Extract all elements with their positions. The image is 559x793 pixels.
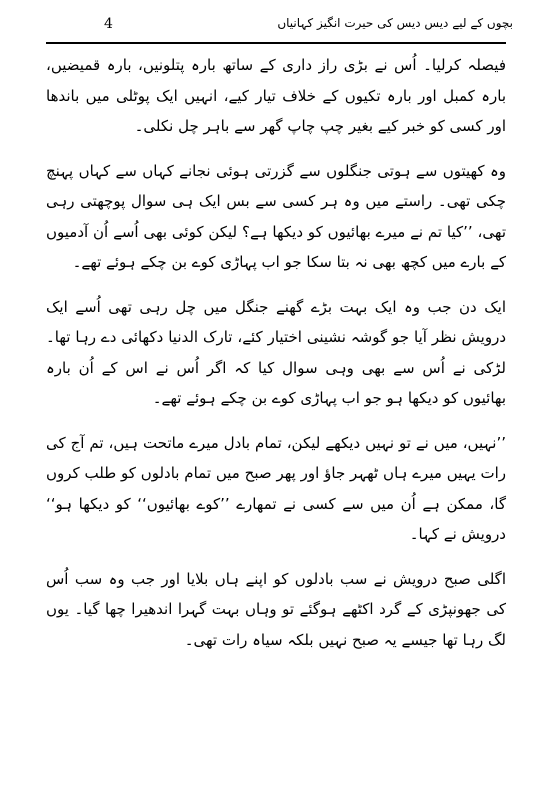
paragraph: وہ کھیتوں سے ہوتی جنگلوں سے گزرتی ہوئی نجانے کہاں سے کہاں پہنچ چکی تھی۔ راستے میں وہ ہر کسی سے بس ایک ہی سوال پوچھتی رہی تھی، ’’کیا تم نے میرے بھائیوں کو دیکھا ہے؟ لیکن کوئی بھی اُسے اُن آدمیوں کے بارے میں کچھ بھی نہ بتا سکا جو اب پہاڑی کوے بن چکے ہوئے تھے۔ [46, 161, 506, 271]
header-divider [46, 42, 506, 44]
paragraph: ’’نہیں، میں نے تو نہیں دیکھے لیکن، تمام بادل میرے ماتحت ہیں، تم آج کی رات یہیں میرے ہاں ٹھہر جاؤ اور پھر صبح میں تمام بادلوں کو طلب کروں گا، ممکن ہے اُن میں سے کسی نے تمھارے ’’کوے بھائیوں‘‘ کو دیکھا ہو‘‘ درویش نے کہا۔ [46, 433, 506, 543]
paragraph: فیصلہ کرلیا۔ اُس نے بڑی راز داری کے ساتھ بارہ پتلونیں، بارہ قمیضیں، بارہ کمبل اور بارہ تکیوں کے خلاف تیار کیے، انہیں ایک پوٹلی میں باندھا اور کسی کو خبر کیے بغیر چپ چاپ گھر سے باہر چل نکلی۔ [46, 56, 506, 135]
story-body [46, 50, 506, 669]
running-header-title: بچوں کے لیے دیس دیس کی حیرت انگیز کہانیاں [277, 16, 513, 30]
page-number: 4 [104, 16, 113, 32]
paragraph: ایک دن جب وہ ایک بہت بڑے گھنے جنگل میں چل رہی تھی اُسے ایک درویش نظر آیا جو گوشہ نشینی اختیار کئے، تارک الدنیا دکھائی دے رہا تھا۔ لڑکی نے اُس سے بھی وہی سوال کیا کہ اگر اُس نے اس کے اُن بارہ بھائیوں کو دیکھا ہو جو اب پہاڑی کوے بن چکے ہوئے تھے۔ [46, 297, 506, 407]
paragraph: اگلی صبح درویش نے سب بادلوں کو اپنے ہاں بلایا اور جب وہ سب اُس کی جھونپڑی کے گرد اکٹھے ہوگئے تو وہاں بہت گہرا اندھیرا چھا گیا۔ یوں لگ رہا تھا جیسے یہ صبح نہیں بلکہ سیاہ رات تھی۔ [46, 569, 506, 649]
